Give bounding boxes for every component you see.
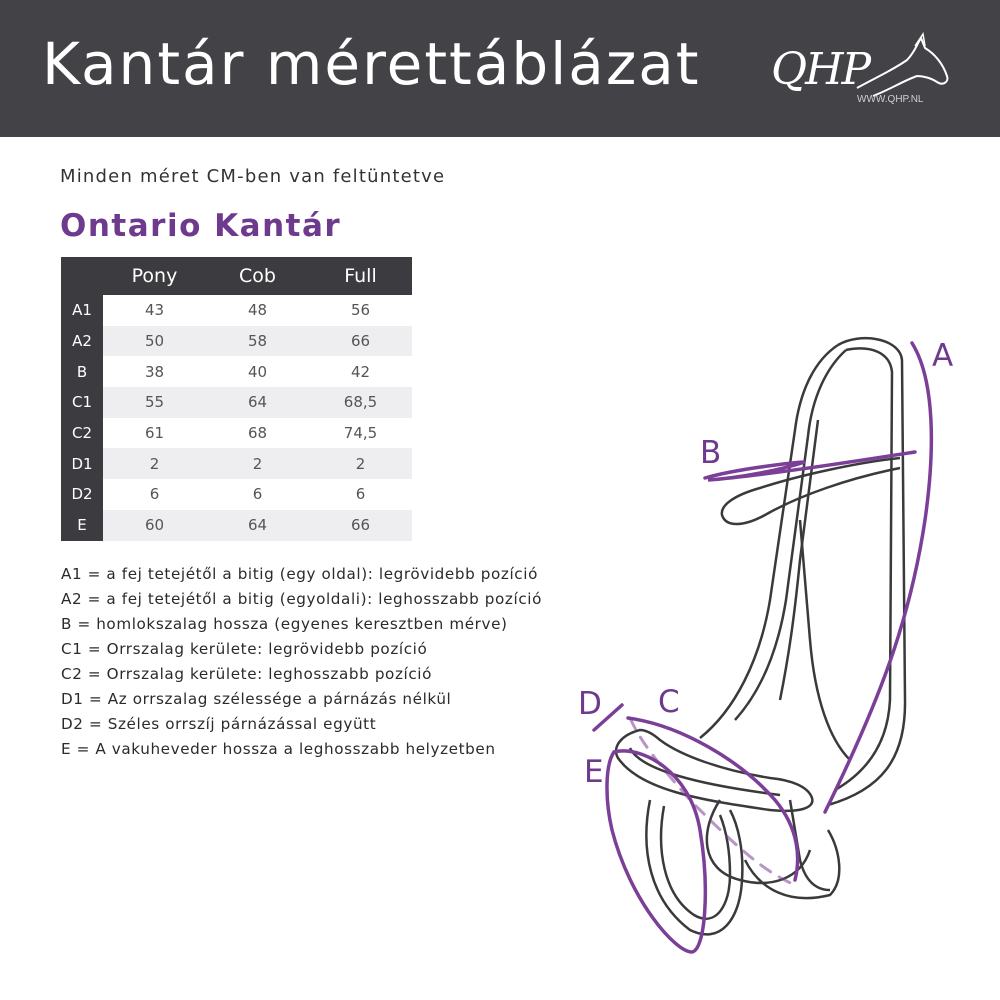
table-cell: 61 [103,418,206,449]
row-label: D2 [61,479,103,510]
column-header-pony: Pony [103,257,206,295]
table-cell: 64 [206,387,309,418]
table-cell: 64 [206,510,309,541]
table-cell: 60 [103,510,206,541]
qhp-logo [765,30,965,115]
table-cell: 6 [309,479,412,510]
logo-text: QHP [771,44,870,95]
row-label: D1 [61,448,103,479]
table-row [61,418,412,449]
column-header-cob: Cob [206,257,309,295]
table-cell: 50 [103,326,206,357]
table-cell: 56 [309,295,412,326]
row-label: E [61,510,103,541]
legend-item: A1 = a fej tetejétől a bitig (egy oldal): legrövidebb pozíció [61,565,538,583]
table-cell: 42 [309,356,412,387]
table-cell: 68 [206,418,309,449]
measurement-labels [578,338,953,790]
table-cell: 2 [206,448,309,479]
table-cell: 40 [206,356,309,387]
legend-item: A2 = a fej tetejétől a bitig (egyoldali): leghosszabb pozíció [61,590,542,608]
table-cell: 43 [103,295,206,326]
measure-c-line [628,718,798,880]
bridle-outline [616,338,905,934]
table-cell: 58 [206,326,309,357]
legend-item: C2 = Orrszalag kerülete: leghosszabb pozíció [61,665,433,683]
table-header-row [61,257,412,295]
label-a: A [932,338,954,374]
units-note: Minden méret CM-ben van feltüntetve [60,166,446,187]
table-row [61,326,412,357]
table-cell: 2 [103,448,206,479]
table-row [61,510,412,541]
measure-a-line [825,343,931,812]
label-b: B [700,435,722,471]
label-d: D [578,686,602,722]
table-cell: 66 [309,510,412,541]
legend-item: C1 = Orrszalag kerülete: legrövidebb pozíció [61,640,428,658]
table-cell: 68,5 [309,387,412,418]
label-e: E [584,754,604,790]
label-c: C [658,684,680,720]
table-cell: 6 [103,479,206,510]
row-label: A2 [61,326,103,357]
row-label: C1 [61,387,103,418]
row-label: B [61,356,103,387]
size-table [61,257,412,541]
measure-e-line [607,751,705,952]
table-row [61,448,412,479]
legend-item: E = A vakuheveder hossza a leghosszabb helyzetben [61,740,496,758]
table-cell: 48 [206,295,309,326]
table-cell: 6 [206,479,309,510]
measurement-lines [594,343,931,952]
column-header-full: Full [309,257,412,295]
product-title: Ontario Kantár [60,208,342,244]
header-bar [0,0,1000,137]
table-corner [61,257,103,295]
table-cell: 74,5 [309,418,412,449]
row-label: C2 [61,418,103,449]
table-cell: 66 [309,326,412,357]
legend-item: D2 = Széles orrszíj párnázással együtt [61,715,377,733]
legend-item: B = homlokszalag hossza (egyenes keresztben mérve) [61,615,508,633]
table-row [61,387,412,418]
table-cell: 55 [103,387,206,418]
legend-item: D1 = Az orrszalag szélessége a párnázás nélkül [61,690,452,708]
logo-url: WWW.QHP.NL [857,94,924,105]
table-cell: 2 [309,448,412,479]
table-row [61,295,412,326]
table-row [61,356,412,387]
page-title: Kantár mérettáblázat [42,30,701,98]
row-label: A1 [61,295,103,326]
bridle-diagram [560,320,1000,980]
table-row [61,479,412,510]
measurement-legend [61,564,542,764]
table-cell: 38 [103,356,206,387]
